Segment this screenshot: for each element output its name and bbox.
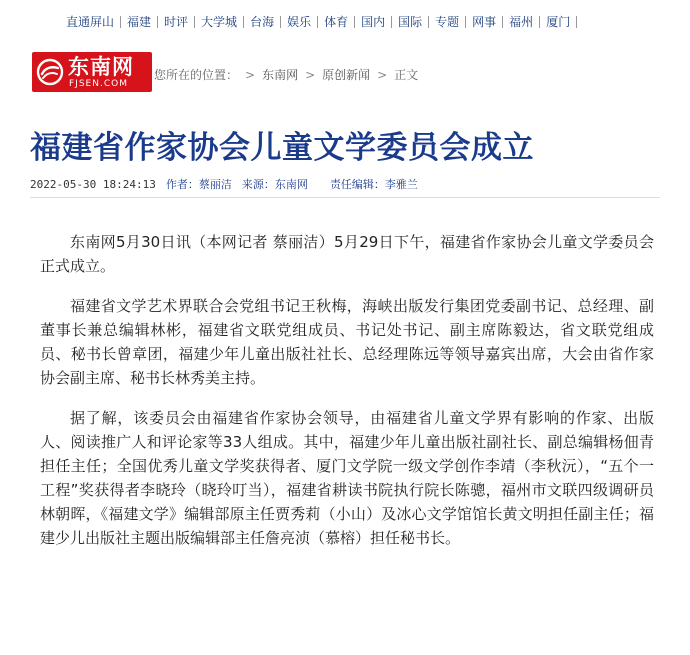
breadcrumb-separator: > [377, 67, 388, 82]
nav-item-taihai[interactable]: 台海 [250, 15, 275, 29]
nav-item-entertainment[interactable]: 娱乐 [287, 15, 312, 29]
author-name: 蔡丽洁 [198, 178, 232, 191]
breadcrumb [154, 66, 418, 83]
nav-item-international[interactable]: 国际 [398, 15, 423, 29]
article-date: 2022-05-30 18:24:13 [30, 177, 156, 191]
nav-item-pingshan[interactable]: 直通屏山 [66, 15, 115, 29]
editor-name: 李雅兰 [384, 178, 418, 191]
article-body [40, 230, 654, 566]
nav-item-xiamen[interactable]: 厦门 [546, 15, 571, 29]
editor-label: 责任编辑： [329, 178, 385, 191]
logo-emblem-icon [36, 58, 64, 86]
nav-item-topics[interactable]: 专题 [435, 15, 460, 29]
logo-text-cn: 东南网 [68, 55, 134, 79]
site-logo[interactable] [32, 52, 152, 92]
article-paragraph: 东南网5月30日讯（本网记者 蔡丽洁）5月29日下午，福建省作家协会儿童文学委员会正式成立。 [40, 233, 654, 275]
nav-item-fuzhou[interactable]: 福州 [509, 15, 534, 29]
breadcrumb-label: 您所在的位置： [154, 68, 239, 82]
article-paragraph: 据了解，该委员会由福建省作家协会领导，由福建省儿童文学界有影响的作家、出版人、阅读推广人和评论家等33人组成。其中，福建少年儿童出版社副社长、副总编辑杨佃青担任主任；全国优秀儿童文学奖获得者、厦门文学院一级文学创作李靖（李秋沅），“五个一工程”奖获得者李晓玲（晓玲叮当），福建省耕读书院执行院长陈骢，福州市文联四级调研员林朝晖，《福建文学》编辑部原主任贾秀莉（小山）及冰心文学馆馆长黄文明担任副主任；福建少儿出版社主题出版编辑部主任詹亮浈（慕榕）担任秘书长。 [40, 409, 654, 547]
article-paragraph: 福建省文学艺术界联合会党组书记王秋梅，海峡出版发行集团党委副书记、总经理、副董事长兼总编辑林彬，福建省文联党组成员、书记处书记、副主席陈毅达，省文联党组成员、秘书长曾章团，福建少年儿童出版社社长、总经理陈远等领导嘉宾出席，大会由省作家协会副主席、秘书长林秀美主持。 [40, 297, 654, 387]
breadcrumb-current: 正文 [394, 68, 419, 82]
nav-item-commentary[interactable]: 时评 [164, 15, 189, 29]
nav-item-university[interactable]: 大学城 [201, 15, 238, 29]
nav-item-sports[interactable]: 体育 [324, 15, 349, 29]
nav-divider [576, 16, 577, 28]
breadcrumb-separator: > [245, 67, 256, 82]
breadcrumb-original-news[interactable]: 原创新闻 [322, 68, 371, 82]
title-divider [30, 197, 660, 198]
source-link[interactable]: 东南网 [274, 178, 308, 191]
nav-item-netnews[interactable]: 网事 [472, 15, 497, 29]
source-label: 来源： [241, 178, 275, 191]
breadcrumb-separator: > [305, 67, 316, 82]
article-meta [30, 176, 428, 192]
nav-item-domestic[interactable]: 国内 [361, 15, 386, 29]
article-title: 福建省作家协会儿童文学委员会成立 [30, 130, 534, 166]
top-nav [0, 0, 690, 46]
logo-text-en: FJSEN.COM [69, 79, 128, 89]
author-label: 作者： [165, 178, 199, 191]
nav-item-fujian[interactable]: 福建 [127, 15, 152, 29]
breadcrumb-home[interactable]: 东南网 [262, 68, 299, 82]
nav-list [60, 14, 577, 30]
